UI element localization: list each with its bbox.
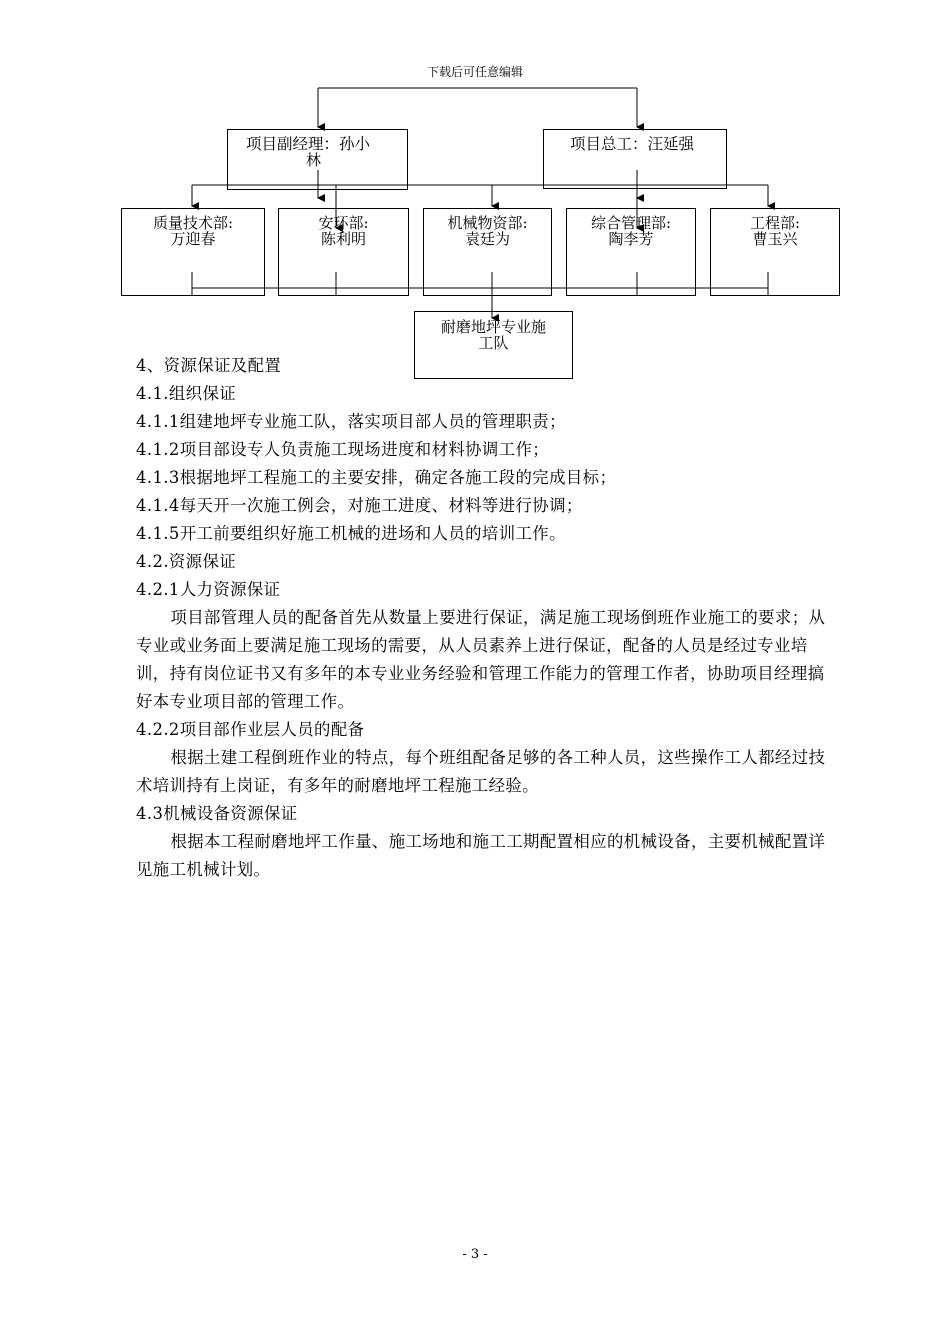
section-heading-4-2-2: 4.2.2项目部作业层人员的配备	[136, 720, 365, 739]
deputy-manager-title: 项目副经理：孙小	[246, 135, 371, 153]
chief-engineer-box	[543, 129, 727, 189]
department-name: 机械物资部:	[447, 214, 528, 232]
deputy-manager-title-cont: 林	[306, 151, 322, 169]
department-name: 质量技术部:	[152, 214, 234, 232]
department-person: 陈利明	[320, 230, 366, 248]
section-heading-4-2-1: 4.2.1人力资源保证	[136, 580, 281, 599]
department-person: 万迎春	[170, 230, 216, 248]
paragraph-4-2-1: 项目部管理人员的配备首先从数量上要进行保证，满足施工现场倒班作业施工的要求；从专业或业务面上要满足施工现场的需要，从人员素养上进行保证，配备的人员是经过专业培训，持有岗位证书又有多年的本专业业务经验和管理工作能力的管理工作者，协助项目经理搞好本专业项目部的管理工作。	[136, 608, 826, 711]
section-heading-4: 4、资源保证及配置	[136, 356, 282, 375]
department-person: 袁廷为	[464, 230, 510, 248]
paragraph-4-2-2: 根据土建工程倒班作业的特点，每个班组配备足够的各工种人员，这些操作工人都经过技术培训持有上岗证，有多年的耐磨地坪工程施工经验。	[136, 748, 826, 795]
chief-engineer-title: 项目总工：汪延强	[569, 135, 694, 153]
item-4-1-2: 4.1.2项目部设专人负责施工现场进度和材料协调工作；	[136, 440, 550, 459]
department-box-admin	[566, 208, 696, 296]
department-name: 安环部:	[318, 214, 369, 232]
team-line-2: 工队	[478, 334, 509, 352]
department-box-quality	[121, 208, 265, 296]
deputy-manager-box	[227, 129, 408, 190]
department-box-safety	[278, 208, 409, 296]
team-line-1: 耐磨地坪专业施	[440, 318, 546, 336]
item-4-1-3: 4.1.3根据地坪工程施工的主要安排，确定各施工段的完成目标；	[136, 468, 617, 487]
page-number: - 3 -	[462, 1247, 488, 1262]
department-name: 综合管理部:	[590, 214, 672, 232]
item-4-1-4: 4.1.4每天开一次施工例会，对施工进度、材料等进行协调；	[136, 496, 583, 515]
paragraph-4-3: 根据本工程耐磨地坪工作量、施工场地和施工工期配置相应的机械设备，主要机械配置详见施工机械计划。	[136, 832, 826, 879]
department-person: 陶李芳	[608, 230, 654, 248]
section-heading-4-1: 4.1.组织保证	[136, 384, 237, 403]
department-name: 工程部:	[749, 214, 801, 232]
item-4-1-5: 4.1.5开工前要组织好施工机械的进场和人员的培训工作。	[136, 524, 566, 543]
section-heading-4-3: 4.3机械设备资源保证	[136, 804, 298, 823]
document-body	[136, 352, 836, 884]
section-heading-4-2: 4.2.资源保证	[136, 552, 237, 571]
watermark-text: 下载后可任意编辑	[426, 65, 523, 79]
item-4-1-1: 4.1.1组建地坪专业施工队，落实项目部人员的管理职责；	[136, 412, 566, 431]
department-box-engineering	[710, 208, 840, 296]
department-box-machinery	[423, 208, 552, 296]
department-person: 曹玉兴	[752, 230, 798, 248]
